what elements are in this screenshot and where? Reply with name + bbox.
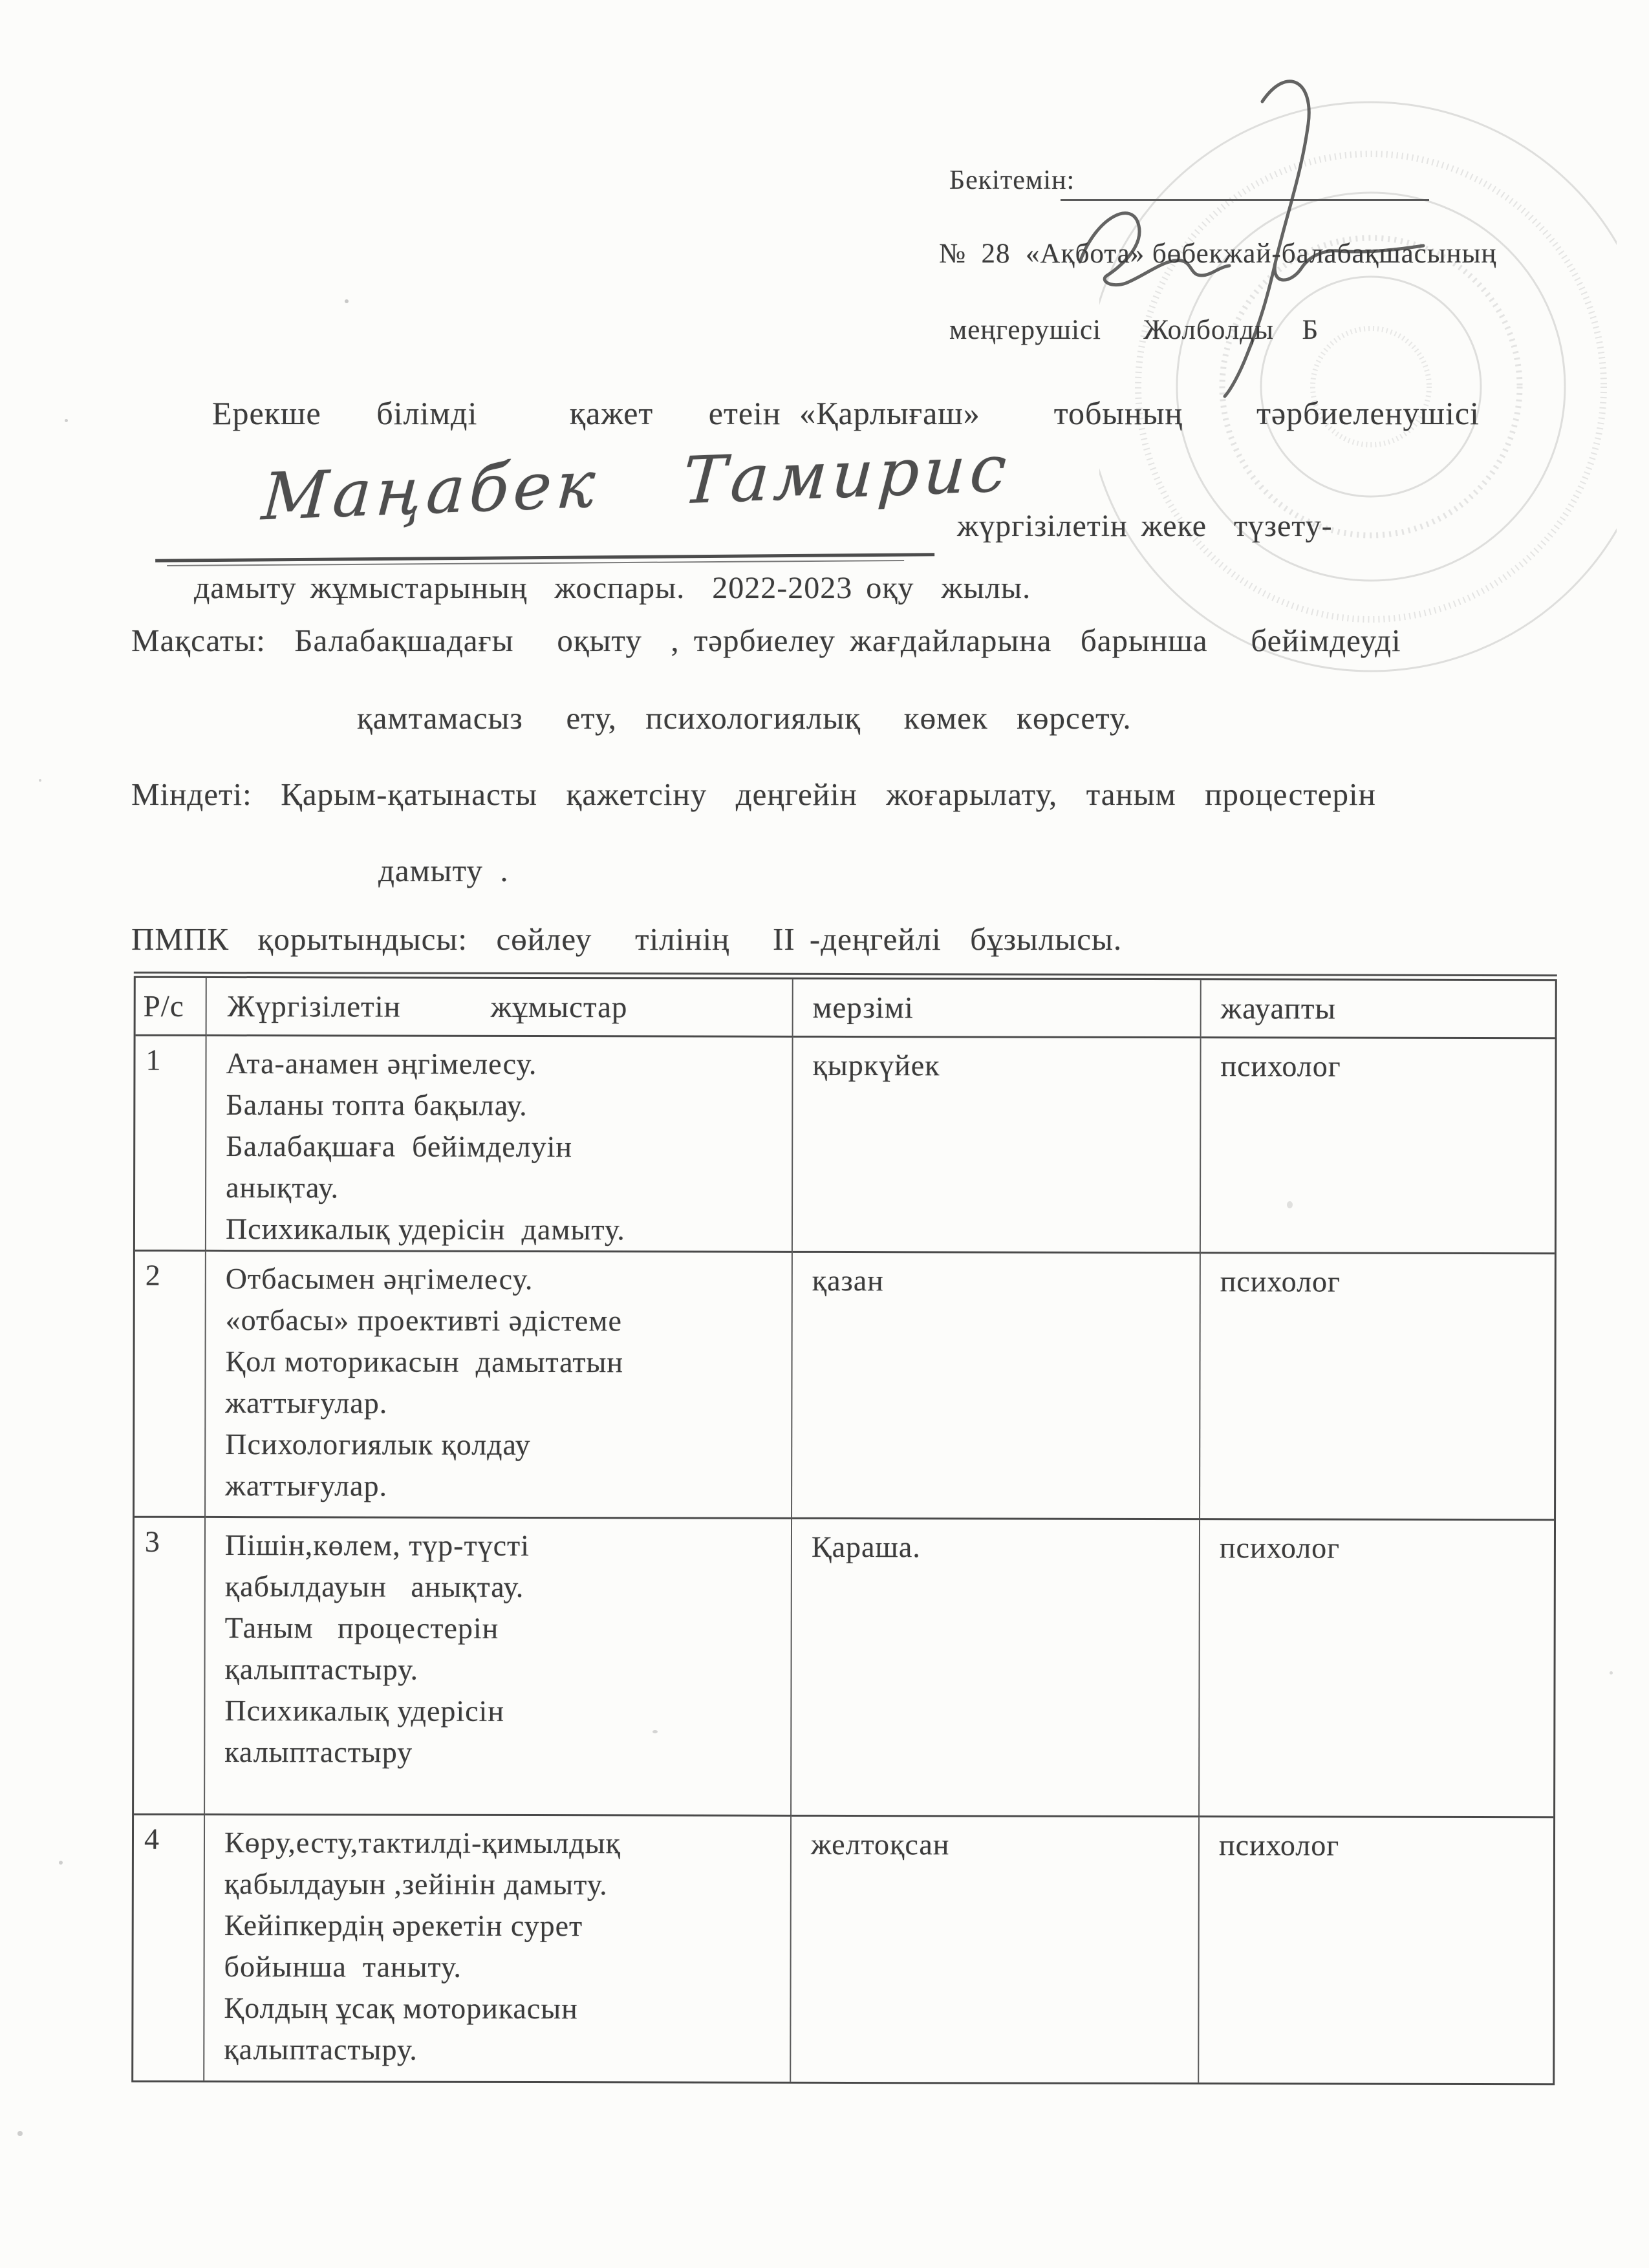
pmpk-conclusion: ПМПК қорытындысы: сөйлеу тілінің II -деңгейлі бұзылысы. (131, 921, 1123, 957)
table-row-term: желтоқсан (791, 1817, 1200, 2082)
table-row-responsible: психолог (1200, 1254, 1555, 1521)
table-row-term: Қараша. (792, 1519, 1200, 1817)
intro-line-1-tail: жүргізілетін жеке түзету- (957, 509, 1333, 543)
name-underline-thin (167, 533, 904, 566)
goal-line-1: Мақсаты: Балабақшадағы оқыту , тәрбиелеу жағдайларына барынша бейімдеуді (131, 623, 1401, 658)
intro-line-2: дамыту жұмыстарының жоспары. 2022-2023 оқу жылы. (194, 571, 1031, 605)
table-header-responsible: жауапты (1202, 980, 1555, 1039)
task-line-1: Міндеті: Қарым-қатынасты қажетсіну деңгейін жоғарылату, таным процестерін (131, 776, 1376, 812)
table-row-number: 3 (134, 1518, 206, 1815)
approval-director: меңгерушісі Жолболды Б (949, 315, 1319, 345)
intro-line-1: Ерекше білімді қажет етеін «Қарлығаш» тобының тәрбиеленушісі (212, 395, 1480, 431)
table-row-works: Отбасымен әңгімелесу. «отбасы» проективті әдістеме Қол моторикасын дамытатын жаттығулар. Психологиялык қолдау жаттығулар. (206, 1252, 793, 1519)
scan-speck (59, 1861, 63, 1865)
task-line-2: дамыту . (378, 853, 509, 888)
scan-speck (39, 779, 41, 782)
table-row-responsible: психолог (1201, 1038, 1555, 1254)
child-name-handwriting: Маңабек Тамирис (259, 430, 1013, 535)
table-header-works: Жүргізілетін жұмыстар (207, 978, 793, 1038)
scan-speck (65, 419, 68, 422)
table-header-term: мерзімі (793, 979, 1202, 1038)
approval-label: Бекітемін: (949, 166, 1075, 195)
table-row-works: Көру,есту,тактилді-қимылдық қабылдауын ,зейінін дамыту. Кейіпкердің әрекетін сурет бойынша таныту. Қолдың ұсақ моторикасын қалыптастыру. (204, 1815, 792, 2082)
table-row-term: қыркүйек (793, 1038, 1202, 1254)
table-row-term: қазан (792, 1253, 1201, 1520)
approval-organization: № 28 «Ақбота» бөбекжай-балабақшасының (939, 239, 1497, 269)
scan-speck (652, 1730, 658, 1733)
scan-speck (345, 299, 349, 303)
table-row-responsible: психолог (1218, 1828, 1340, 1862)
scan-speck (1287, 1201, 1293, 1208)
scan-speck (17, 2131, 23, 2136)
goal-line-2: қамтамасыз ету, психологиялық көмек көрсету. (357, 700, 1132, 736)
table-row-number: 4 (133, 1815, 205, 2081)
table-row-number: 2 (135, 1252, 206, 1518)
scan-speck (1610, 1671, 1613, 1674)
table-row-number: 1 (135, 1036, 207, 1252)
table-row-responsible: психолог (1200, 1520, 1554, 1818)
table-row-works: Ата-анамен әңгімелесу. Баланы топта бақылау. Балабақшаға бейімделуін анықтау. Психикалық удерісін дамыту. (206, 1036, 793, 1253)
work-plan-table (131, 976, 1557, 2086)
table-header-number: Р/с (136, 978, 207, 1036)
table-row-works: Пішін,көлем, түр-түсті қабылдауын анықтау. Таным процестерін қалыптастыру. Психикалық удерісін калыптастыру (205, 1518, 792, 1817)
